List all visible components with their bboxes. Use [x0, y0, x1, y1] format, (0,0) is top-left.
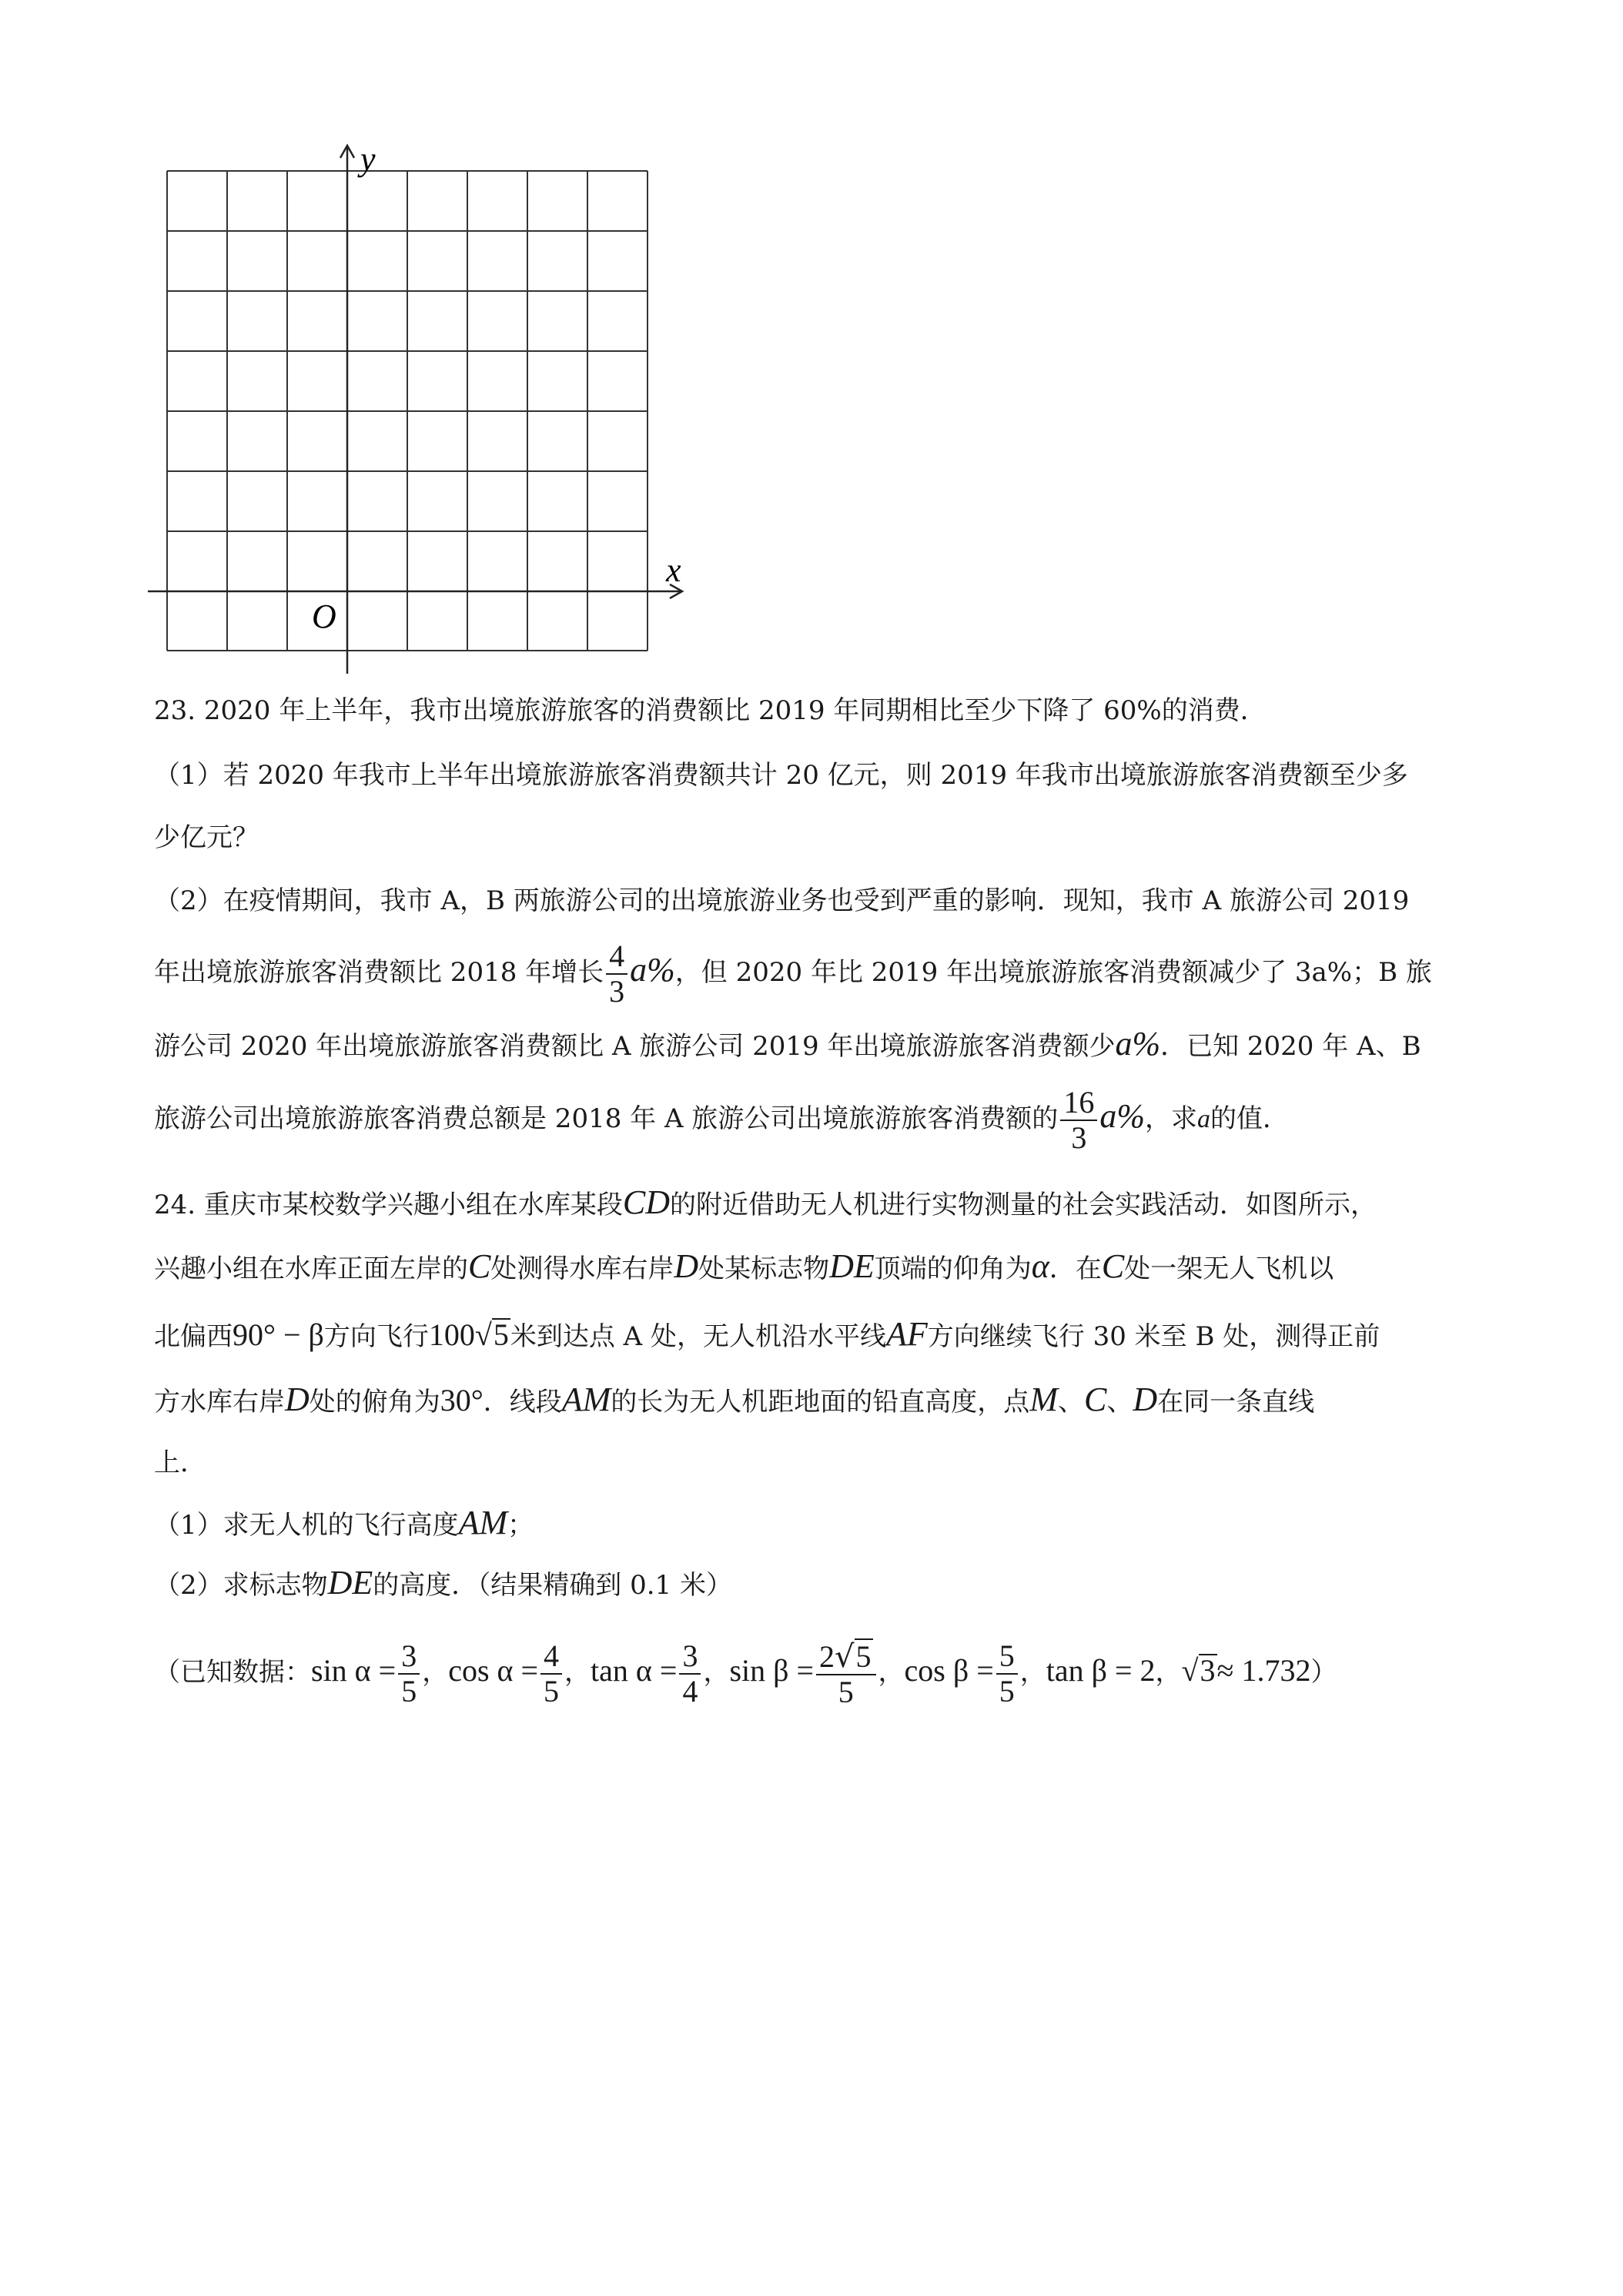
fraction-denominator: 4 [682, 1674, 698, 1709]
sin-beta-label: sin β = [729, 1653, 815, 1688]
q24-l4-text-a: 方水库右岸 [154, 1387, 285, 1417]
q23-p2-l4-text-a: 旅游公司出境旅游旅客消费总额是 2018 年 A 旅游公司出境旅游旅客消费额的 [154, 1103, 1059, 1134]
tan-beta-label: tan β = 2 [1046, 1653, 1156, 1688]
fraction-numerator: 4 [540, 1639, 562, 1675]
q24-l4-text-m: 在同一条直线 [1157, 1387, 1315, 1417]
fraction-numerator: 5 [996, 1639, 1018, 1675]
q24-l3-coef: 100 [428, 1317, 475, 1352]
known-data-open: （已知数据： [154, 1657, 311, 1688]
fraction-denominator: 5 [838, 1675, 854, 1709]
fraction-numerator: 16 [1060, 1086, 1097, 1121]
q24-l3-angle: 90° − β [233, 1317, 324, 1352]
sin-beta-radicand: 5 [855, 1639, 872, 1674]
q24-l1-text-a: 24. 重庆市某校数学兴趣小组在水库某段 [154, 1190, 623, 1220]
q24-l2-var-d: D [674, 1247, 699, 1285]
q24-line3 [154, 1315, 1380, 1353]
fraction-denominator: 5 [544, 1674, 560, 1709]
q24-l4-text-g: 的长为无人机距地面的铅直高度，点 [611, 1387, 1030, 1417]
q24-l3-text-a: 北偏西 [154, 1321, 233, 1352]
q24-l4-var-m: M [1029, 1381, 1058, 1418]
q24-l3-radicand: 5 [493, 1317, 509, 1352]
q24-l2-text-c: 处测得水库右岸 [490, 1253, 674, 1284]
sin-beta-coef: 2 [819, 1639, 835, 1674]
q24-s2-text-c: 的高度．（结果精确到 0.1 米） [373, 1570, 732, 1601]
q24-l3-text-h: 方向继续飞行 30 米至 B 处，测得正前 [927, 1321, 1380, 1352]
q23-part2-line1: （2）在疫情期间，我市 A，B 两旅游公司的出境旅游业务也受到严重的影响．现知，我市 A 旅游公司 2019 [154, 885, 1410, 916]
fraction-4-over-3 [606, 939, 627, 1009]
q23-intro: 23. 2020 年上半年，我市出境旅游旅客的消费额比 2019 年同期相比至少下降了 60%的消费． [154, 695, 1267, 726]
x-axis-label: x [666, 551, 681, 589]
q23-part1-line2: 少亿元？ [154, 822, 259, 853]
q24-line5: 上． [154, 1448, 206, 1478]
separator: ， [1019, 1657, 1046, 1688]
q24-l4-sep1: 、 [1057, 1387, 1084, 1417]
q23-p2-l2-text-c: ，但 2020 年比 2019 年出境旅游旅客消费额减少了 3a%；B 旅 [674, 957, 1432, 988]
q24-known-data [154, 1638, 1337, 1709]
sin-alpha-label: sin α = [311, 1653, 397, 1688]
tan-alpha-fraction [679, 1639, 701, 1709]
tan-alpha-label: tan α = [591, 1653, 678, 1688]
q24-line4 [154, 1381, 1315, 1418]
sqrt-icon: √ [1181, 1653, 1199, 1688]
q24-s1-var-am: AM [458, 1504, 508, 1541]
q23-p2-l3-text: 游公司 2020 年出境旅游旅客消费额比 A 旅游公司 2019 年出境旅游旅客消费额少 [154, 1031, 1116, 1062]
q24-l4-angle: 30° [440, 1383, 484, 1417]
q24-l2-var-de: DE [829, 1247, 875, 1285]
sin-beta-fraction [816, 1638, 876, 1709]
q24-s1-sep: ； [507, 1510, 534, 1541]
q24-subquestion-1 [154, 1504, 534, 1541]
q24-l2-var-c2: C [1101, 1247, 1125, 1285]
q24-l2-text-i: ．在 [1049, 1253, 1102, 1284]
q24-l4-text-e: ．线段 [483, 1387, 562, 1417]
cos-beta-label: cos β = [904, 1653, 994, 1688]
sqrt-icon: √ [835, 1639, 855, 1675]
q24-l2-text-g: 顶端的仰角为 [874, 1253, 1032, 1284]
separator: ， [564, 1657, 591, 1688]
q24-l2-text-k: 处一架无人飞机以 [1124, 1253, 1334, 1284]
coordinate-grid-figure [139, 142, 693, 681]
q23-p2-l4-text-e: 的值． [1210, 1103, 1289, 1134]
sin-alpha-fraction [398, 1639, 420, 1709]
q24-l2-text-e: 处某标志物 [698, 1253, 830, 1284]
q24-l3-var-af: AF [886, 1315, 928, 1353]
q24-l4-var-d2: D [1133, 1381, 1158, 1418]
q24-l4-var-c: C [1083, 1381, 1107, 1418]
q24-l2-var-alpha: α [1031, 1247, 1049, 1285]
q24-s2-text: （2）求标志物 [154, 1570, 328, 1601]
known-data-close: ） [1310, 1657, 1337, 1688]
q24-l3-text-f: 米到达点 A 处，无人机沿水平线 [510, 1321, 887, 1352]
q24-l4-sep2: 、 [1106, 1387, 1133, 1417]
q23-part1-line1: （1）若 2020 年我市上半年出境旅游旅客消费额共计 20 亿元，则 2019 年我市出境旅游旅客消费额至少多 [154, 760, 1408, 791]
sqrt3-radicand: 3 [1200, 1653, 1216, 1688]
fraction-denominator: 3 [1071, 1120, 1087, 1155]
q24-line2 [154, 1247, 1334, 1285]
q23-p2-l4-text-c: ，求 [1144, 1103, 1197, 1134]
q24-l1-var-cd: CD [622, 1183, 671, 1221]
fraction-numerator: 4 [606, 939, 627, 975]
fraction-denominator: 5 [401, 1674, 417, 1709]
q23-p2-l2-text-a: 年出境旅游旅客消费额比 2018 年增长 [154, 957, 604, 988]
separator: ， [878, 1657, 905, 1688]
sqrt3-value: ≈ 1.732 [1216, 1653, 1311, 1688]
q24-subquestion-2 [154, 1564, 732, 1602]
q24-l1-text-c: 的附近借助无人机进行实物测量的社会实践活动．如图所示， [670, 1190, 1377, 1220]
q23-p2-l4-a-percent: a% [1099, 1097, 1145, 1135]
grid-lines [167, 171, 648, 651]
q24-l4-var-am: AM [561, 1381, 611, 1418]
q23-p2-l3-text-c: ．已知 2020 年 A、B [1160, 1031, 1421, 1062]
q24-l2-text-a: 兴趣小组在水库正面左岸的 [154, 1253, 468, 1284]
q24-line1 [154, 1183, 1377, 1221]
cos-alpha-label: cos α = [448, 1653, 539, 1688]
fraction-numerator: 3 [679, 1639, 701, 1675]
fraction-16-over-3 [1060, 1086, 1097, 1155]
y-axis-label: y [360, 142, 376, 178]
q23-part2-line4 [154, 1086, 1289, 1155]
separator: ， [1155, 1657, 1182, 1688]
fraction-denominator: 5 [999, 1674, 1015, 1709]
q24-l4-text-c: 处的俯角为 [309, 1387, 440, 1417]
cos-alpha-fraction [540, 1639, 562, 1709]
q24-l3-text-c: 方向飞行 [323, 1321, 429, 1352]
q24-l2-var-c: C [468, 1247, 491, 1285]
separator: ， [422, 1657, 449, 1688]
cos-beta-fraction [996, 1639, 1018, 1709]
q23-p2-l4-var-a: a [1196, 1105, 1210, 1133]
origin-label: O [312, 597, 336, 635]
fraction-numerator: 3 [398, 1639, 420, 1675]
q24-s1-text: （1）求无人机的飞行高度 [154, 1510, 459, 1541]
q24-s2-var-de: DE [327, 1564, 373, 1602]
q23-p2-l3-a-percent: a% [1115, 1025, 1161, 1063]
separator: ， [703, 1657, 730, 1688]
q23-part2-line2 [154, 939, 1432, 1009]
sqrt-icon: √ [474, 1317, 492, 1352]
q23-p2-l2-a-percent: a% [630, 951, 675, 989]
fraction-denominator: 3 [609, 974, 625, 1009]
q24-l4-var-d: D [285, 1381, 310, 1418]
q23-part2-line3 [154, 1025, 1421, 1063]
fraction-numerator [816, 1638, 876, 1675]
